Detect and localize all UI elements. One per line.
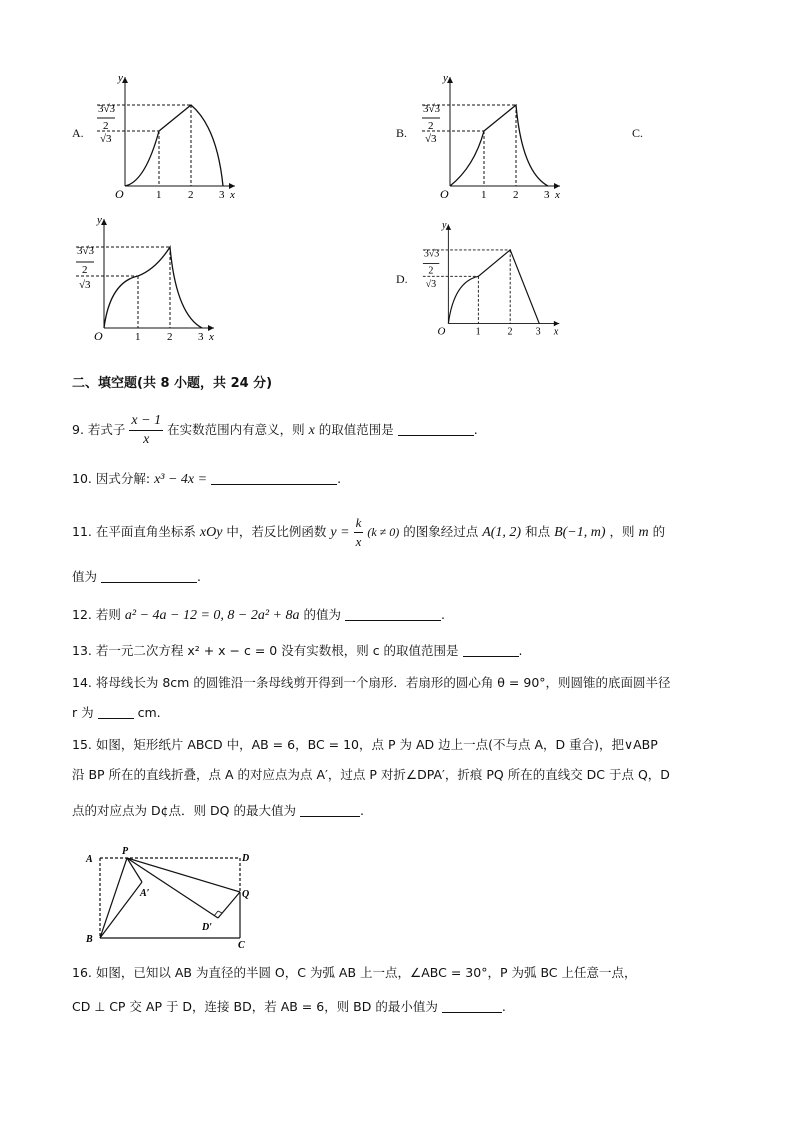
option-b-graph bbox=[410, 72, 560, 202]
question-16: 16. 如图，已知以 AB 为直径的半圆 O，C 为弧 AB 上一点，∠ABC = 30°，P 为弧 BC 上任意一点， bbox=[72, 965, 637, 980]
svg-text:3√3: 3√3 bbox=[77, 245, 95, 257]
svg-text:3√3: 3√3 bbox=[423, 103, 441, 115]
svg-text:2: 2 bbox=[513, 189, 519, 201]
question-11: 11. 在平面直角坐标系 xOy 中，若反比例函数 y = $\frac{k}{x}$ (k ≠ 0) 的图象经过点 A(1, 2) 和点 B(−1, m) ，则 m 的 bbox=[72, 515, 666, 549]
svg-text:1: 1 bbox=[481, 189, 487, 201]
svg-text:2: 2 bbox=[167, 331, 173, 343]
svg-text:2: 2 bbox=[428, 120, 434, 132]
option-d-label: D. bbox=[396, 272, 408, 286]
option-c-graph bbox=[64, 214, 214, 344]
svg-text:O: O bbox=[437, 325, 446, 338]
question-15-line3: 点的对应点为 D¢点．则 DQ 的最大值为 . bbox=[72, 803, 364, 818]
svg-text:A′: A′ bbox=[140, 888, 150, 899]
svg-text:Q: Q bbox=[242, 889, 250, 900]
svg-text:3: 3 bbox=[219, 189, 225, 201]
svg-text:y: y bbox=[97, 214, 102, 226]
svg-text:x: x bbox=[553, 326, 559, 338]
svg-text:O: O bbox=[94, 329, 103, 343]
svg-text:1: 1 bbox=[135, 331, 141, 343]
svg-text:2: 2 bbox=[103, 120, 109, 132]
svg-text:C: C bbox=[238, 940, 245, 951]
svg-text:3: 3 bbox=[198, 331, 204, 343]
question-14-line2: r 为 cm. bbox=[72, 705, 161, 720]
svg-text:3: 3 bbox=[544, 189, 550, 201]
question-15: 15. 如图，矩形纸片 ABCD 中，AB = 6，BC = 10，点 P 为 AD 边上一点(不与点 A，D 重合)，把∨ABP bbox=[72, 737, 658, 752]
svg-text:3√3: 3√3 bbox=[98, 103, 116, 115]
option-c-label: C. bbox=[632, 126, 644, 140]
question-13: 13. 若一元二次方程 x² + x − c = 0 没有实数根，则 c 的取值范围是 . bbox=[72, 643, 523, 658]
svg-text:y: y bbox=[442, 220, 447, 232]
svg-text:√3: √3 bbox=[79, 279, 91, 291]
question-14: 14. 将母线长为 8cm 的圆锥沿一条母线剪开得到一个扇形．若扇形的圆心角 θ = 90°，则圆锥的底面圆半径 bbox=[72, 675, 671, 690]
fraction: $\frac{x - 1}{x}$ bbox=[131, 413, 162, 447]
curve bbox=[125, 105, 223, 186]
svg-text:3: 3 bbox=[535, 326, 541, 338]
svg-text:√3: √3 bbox=[425, 279, 437, 291]
svg-text:P: P bbox=[122, 846, 129, 857]
option-a-label: A. bbox=[72, 126, 84, 140]
svg-text:O: O bbox=[440, 187, 449, 201]
option-b-label: B. bbox=[396, 126, 408, 140]
answer-blank[interactable] bbox=[98, 704, 134, 719]
svg-text:x: x bbox=[209, 331, 214, 343]
question-11-line2: 值为 . bbox=[72, 569, 201, 584]
answer-blank[interactable] bbox=[442, 998, 502, 1013]
svg-text:A: A bbox=[86, 854, 93, 865]
x-label: x bbox=[230, 189, 235, 201]
question-15-line2: 沿 BP 所在的直线折叠，点 A 的对应点为点 A′，过点 P 对折∠DPA′，折痕 PQ 所在的直线交 DC 于点 Q，D bbox=[72, 767, 670, 782]
answer-blank[interactable] bbox=[101, 568, 197, 583]
answer-blank[interactable] bbox=[211, 470, 337, 485]
svg-text:D′: D′ bbox=[202, 922, 213, 933]
figure-15 bbox=[78, 842, 268, 952]
svg-text:√3: √3 bbox=[100, 133, 112, 145]
question-9: 9. 若式子 $\frac{x - 1}{x}$ 在实数范围内有意义，则 x 的取值范围是 . bbox=[72, 413, 478, 447]
question-12: 12. 若则 a² − 4a − 12 = 0, 8 − 2a² + 8a 的值为 . bbox=[72, 607, 445, 623]
answer-blank[interactable] bbox=[398, 421, 474, 436]
svg-text:2: 2 bbox=[507, 326, 513, 338]
answer-blank[interactable] bbox=[463, 642, 519, 657]
svg-text:2: 2 bbox=[428, 265, 434, 277]
svg-text:y: y bbox=[443, 72, 448, 84]
question-16-line2: CD ⊥ CP 交 AP 于 D，连接 BD，若 AB = 6，则 BD 的最小值为 . bbox=[72, 999, 506, 1014]
svg-text:1: 1 bbox=[156, 189, 162, 201]
svg-text:B: B bbox=[86, 934, 93, 945]
answer-blank[interactable] bbox=[345, 606, 441, 621]
question-10: 10. 因式分解: x³ − 4x = . bbox=[72, 471, 342, 487]
answer-blank[interactable] bbox=[300, 802, 360, 817]
svg-text:2: 2 bbox=[188, 189, 194, 201]
section-title: 二、填空题(共 8 小题，共 24 分) bbox=[72, 376, 273, 391]
origin-label: O bbox=[115, 187, 124, 201]
svg-text:1: 1 bbox=[475, 326, 481, 338]
svg-text:x: x bbox=[555, 189, 560, 201]
svg-text:√3: √3 bbox=[425, 133, 437, 145]
svg-text:D: D bbox=[242, 853, 250, 864]
svg-text:2: 2 bbox=[82, 264, 88, 276]
y-label: y bbox=[118, 72, 123, 84]
fraction: $\frac{k}{x}$ bbox=[355, 515, 362, 549]
svg-text:3√3: 3√3 bbox=[423, 248, 440, 260]
option-a-graph bbox=[85, 72, 235, 202]
option-d-graph bbox=[412, 214, 562, 344]
